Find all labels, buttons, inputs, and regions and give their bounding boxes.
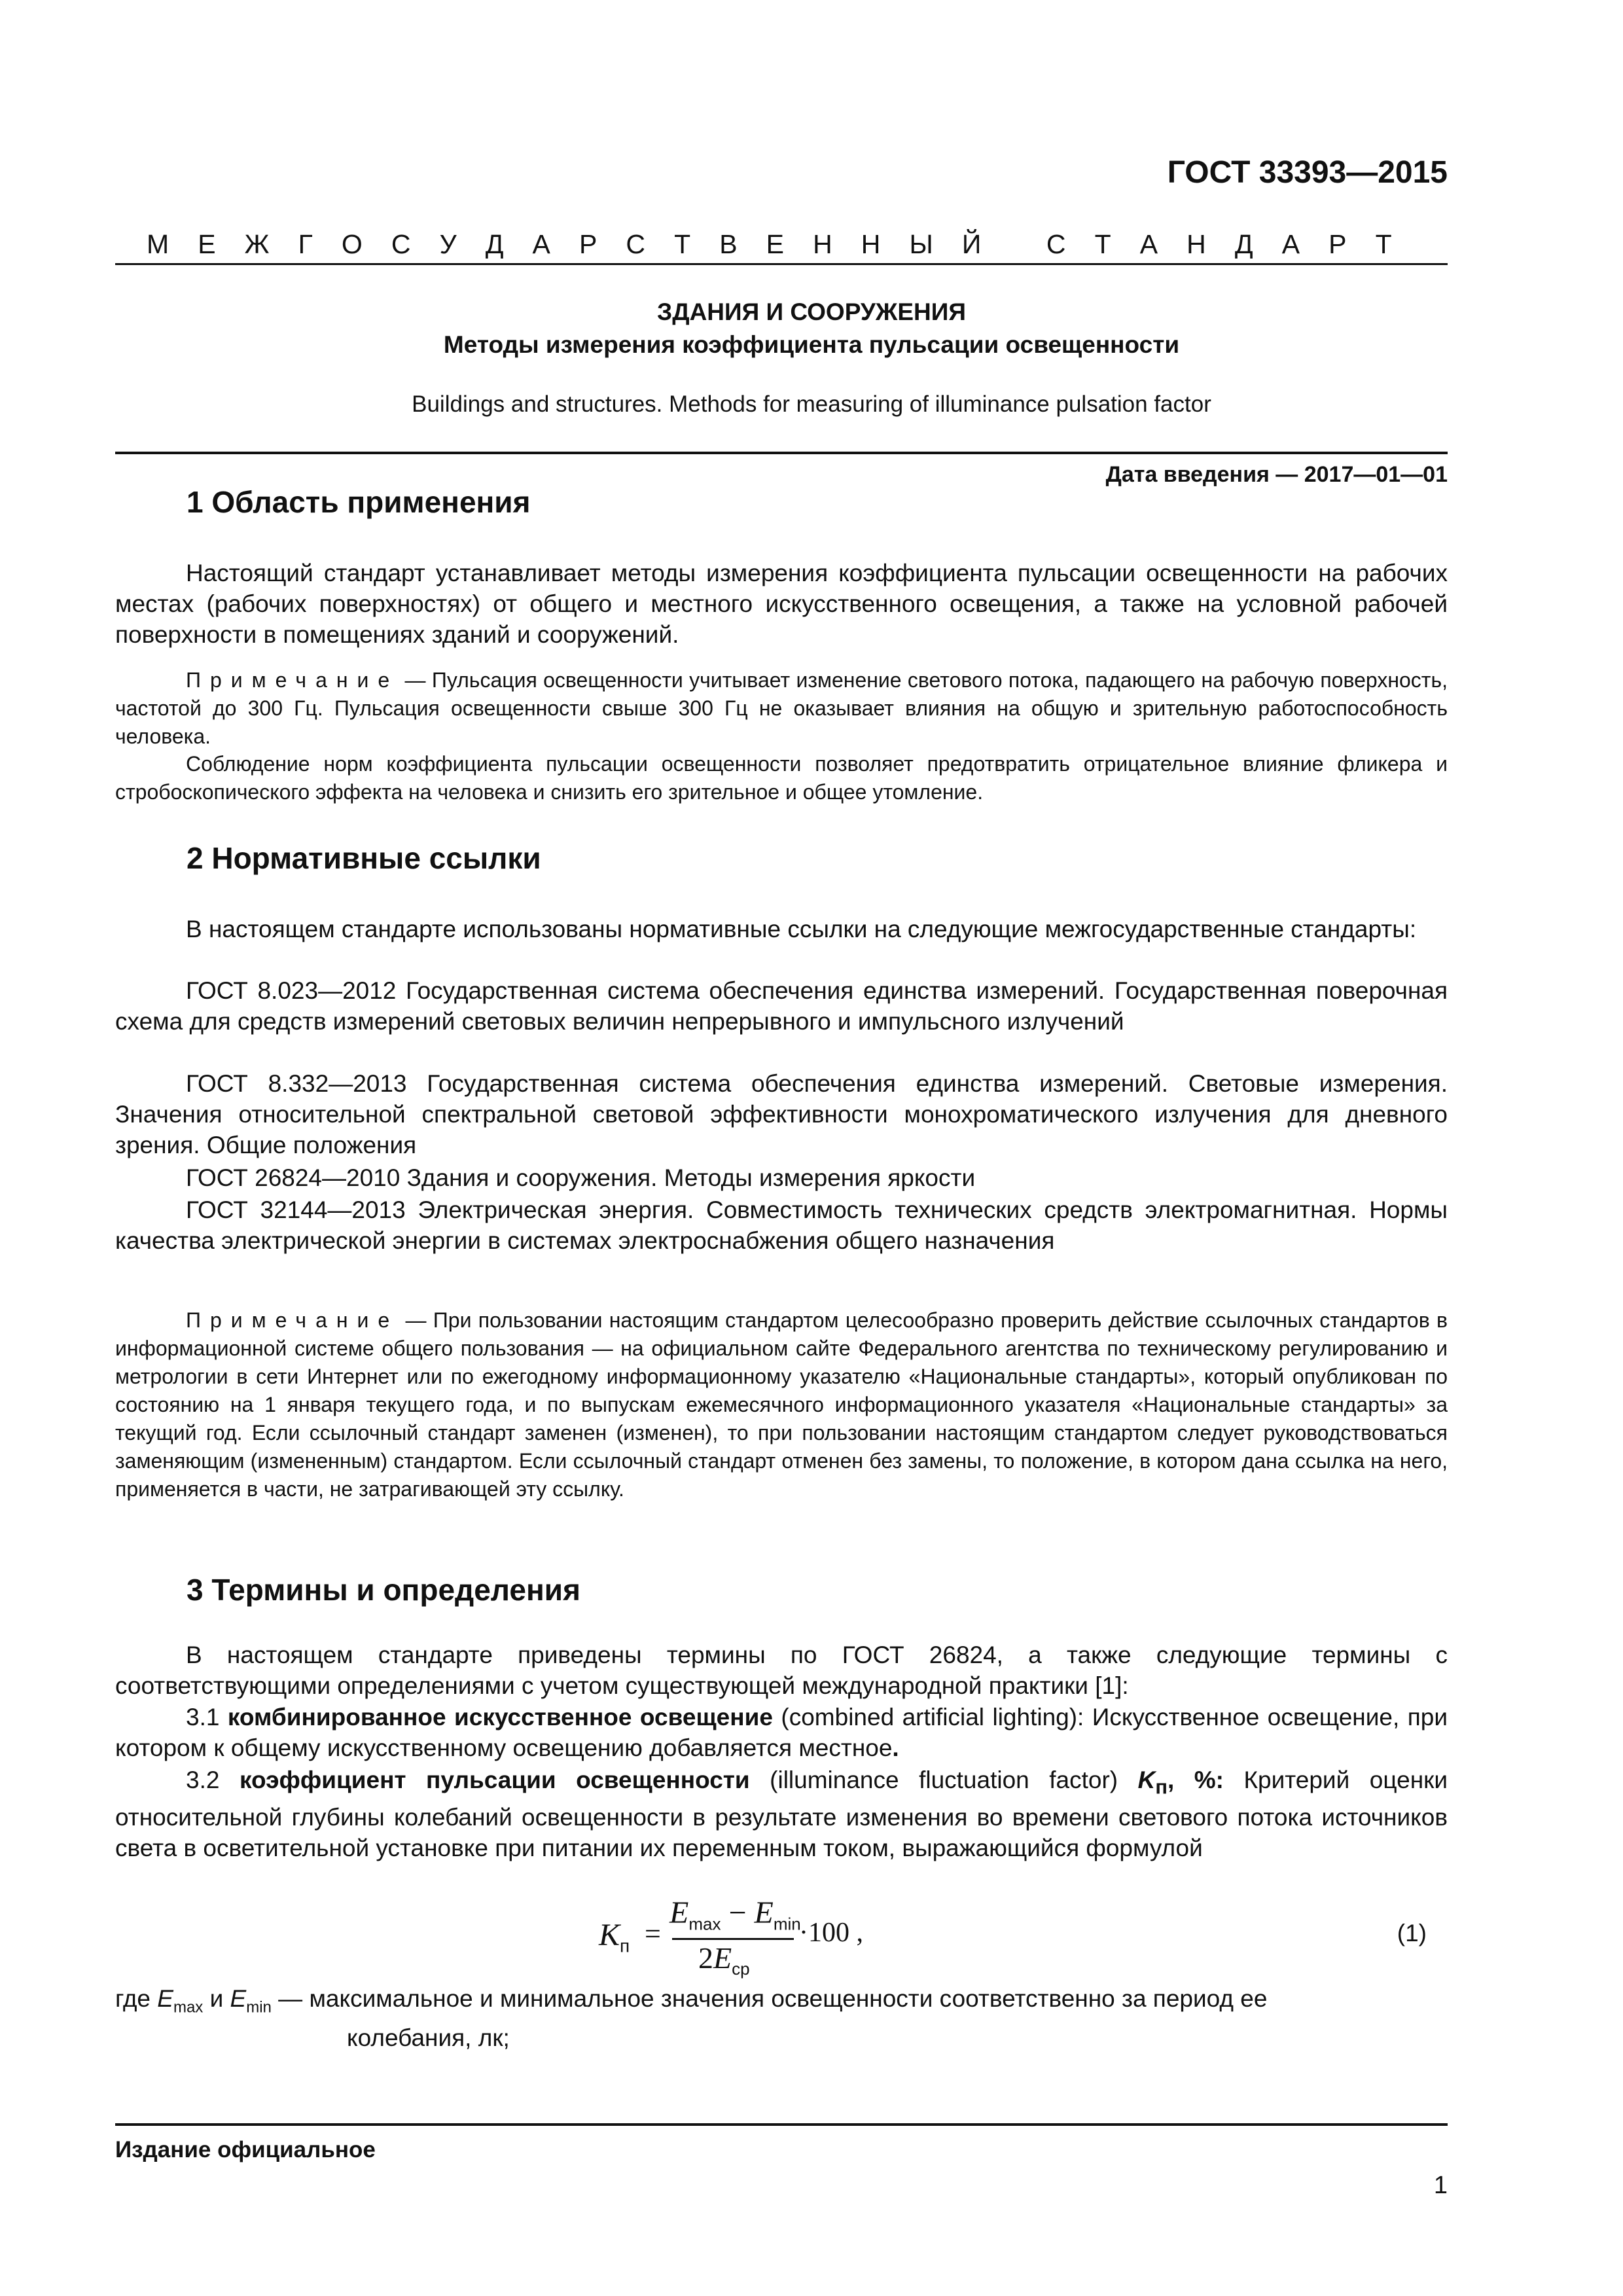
document-title: ЗДАНИЯ И СООРУЖЕНИЯ (657, 298, 966, 325)
heading-letter: Т (674, 229, 691, 259)
section-2-intro: В настоящем стандарте использованы нормативные ссылки на следующие межгосударственные стандарты: (186, 916, 1417, 942)
english-title: Buildings and structures. Methods for measuring of illuminance pulsation factor (412, 391, 1211, 417)
formula-lhs: $K_п$ (599, 1918, 630, 1956)
heading-letter: Ы (909, 229, 933, 259)
section-1-paragraph: Настоящий стандарт устанавливает методы измерения коэффициента пульсации освещенности на рабочих местах (рабочих поверхностях) от общего и местного искусственного освещения, а также на условной рабочей поверхности в помещениях зданий и сооружений. (115, 560, 1448, 648)
formula-equals: = (645, 1918, 661, 1950)
term-number: 3.2 (186, 1767, 240, 1793)
heading-letter: У (439, 229, 457, 259)
term-end: . (892, 1734, 899, 1761)
heading-letter: Т (1375, 229, 1392, 259)
formula-explanation: где $E_{max}$ и $E_{min}$ — максимальное и минимальное значения освещенности соответственно за период ее колебания, лк; (115, 1983, 1448, 2053)
section-3-heading: 3 Термины и определения (187, 1573, 580, 1607)
reference-item: ГОСТ 26824—2010 Здания и сооружения. Методы измерения яркости (186, 1164, 976, 1191)
heading-letter: Н (813, 229, 832, 259)
heading-letter: М (147, 229, 169, 259)
reference-item: ГОСТ 8.332—2013 Государственная система обеспечения единства измерений. Световые измерения. Значения относительной спектральной световой эффективности монохроматического излучения для дневного зрения. Общие положения (115, 1070, 1448, 1158)
heading-letter: С (1046, 229, 1066, 259)
note-label: Примечание (186, 1308, 399, 1332)
heading-letter: Й (961, 229, 982, 259)
heading-letter: А (532, 229, 550, 259)
formula-multiplier: ·100 , (799, 1918, 863, 1948)
heading-letter: С (626, 229, 646, 259)
term-3-2 (115, 1765, 1448, 1863)
heading-letter: Ж (244, 229, 270, 259)
section-3-intro: В настоящем стандарте приведены термины по ГОСТ 26824, а также следующие термины с соответствующими определениями с учетом существующей международной практики [1]: (115, 1641, 1448, 1699)
formula-numerator: $E_{max} - E_{min}$ (669, 1895, 801, 1934)
document-subtitle: Методы измерения коэффициента пульсации освещенности (443, 331, 1180, 358)
heading-letter: Р (1329, 229, 1347, 259)
heading-letter: Е (198, 229, 216, 259)
header-rule (115, 263, 1448, 265)
term-3-1 (115, 1702, 1448, 1763)
explanation-continuation: колебания, лк; (347, 2024, 510, 2052)
heading-letter: А (1139, 229, 1158, 259)
introduction-date: Дата введения — 2017—01—01 (1105, 462, 1448, 487)
term-definition: (combined artificial lighting): Искусственное освещение, при котором к общему искусственному освещению добавляется местное (115, 1704, 1448, 1761)
edition-label: Издание официальное (115, 2137, 376, 2162)
formula-1 (599, 1895, 913, 1986)
term-english: (illuminance fluctuation factor) (749, 1767, 1138, 1793)
term-definition: Критерий оценки относительной глубины колебаний освещенности в результате изменения во времени светового потока источников света в осветительной установке при питании их переменным током, выражающийся формулой (115, 1767, 1448, 1862)
equation-number: (1) (1397, 1920, 1427, 1946)
fraction-line (672, 1938, 794, 1940)
heading-letter: Д (1234, 229, 1253, 259)
note-label: Примечание (186, 668, 399, 692)
heading-letter: А (1281, 229, 1300, 259)
heading-letter: С (391, 229, 411, 259)
heading-letter: Р (579, 229, 597, 259)
term-symbol: $K_п$, %: (1137, 1767, 1224, 1799)
heading-letter: Е (766, 229, 785, 259)
reference-item: ГОСТ 8.023—2012 Государственная система обеспечения единства измерений. Государственная поверочная схема для средств измерений световых величин непрерывного и импульсного излучений (115, 977, 1448, 1035)
heading-letter: Д (485, 229, 504, 259)
section-1-heading: 1 Область применения (187, 485, 531, 519)
page-number: 1 (1433, 2172, 1448, 2199)
note-text: — Пульсация освещенности учитывает изменение светового потока, падающего на рабочую поверхность, частотой до 300 Гц. Пульсация освещенности свыше 300 Гц не оказывает влияния на общую и зрительную работоспособность человека. (115, 668, 1448, 748)
heading-letter: Н (861, 229, 881, 259)
footer-rule (115, 2123, 1448, 2126)
section-1-note (115, 666, 1448, 751)
heading-letter: В (719, 229, 738, 259)
heading-letter: Г (298, 229, 313, 259)
standard-type-heading (147, 229, 1392, 260)
heading-letter: Т (1094, 229, 1111, 259)
heading-letter: Н (1186, 229, 1206, 259)
formula-denominator: $2E_{ср}$ (698, 1941, 750, 1979)
reference-item: ГОСТ 32144—2013 Электрическая энергия. Совместимость технических средств электромагнитная. Нормы качества электрической энергии в системах электроснабжения общего назначения (115, 1196, 1448, 1254)
section-2-note (115, 1306, 1448, 1503)
term-name: коэффициент пульсации освещенности (239, 1767, 750, 1793)
term-name: комбинированное искусственное освещение (227, 1704, 773, 1731)
section-2-heading: 2 Нормативные ссылки (187, 841, 541, 875)
gost-number: ГОСТ 33393—2015 (1167, 155, 1448, 190)
title-rule (115, 452, 1448, 454)
note-text: — При пользовании настоящим стандартом целесообразно проверить действие ссылочных стандартов в информационной системе общего пользования — на официальном сайте Федерального агентства по техническому регулированию и метрологии в сети Интернет или по ежегодному информационному указателю «Национальные стандарты», который опубликован по состоянию на 1 января текущего года, и по выпускам ежемесячного информационного указателя «Национальные стандарты» за текущий год. Если ссылочный стандарт заменен (изменен), то при пользовании настоящим стандартом следует руководствоваться заменяющим (измененным) стандартом. Если ссылочный стандарт отменен без замены, то положение, в котором дана ссылка на него, применяется в части, не затрагивающей эту ссылку. (115, 1308, 1448, 1501)
heading-letter: О (341, 229, 363, 259)
heading-letter (1010, 229, 1017, 260)
section-1-note-cont: Соблюдение норм коэффициента пульсации освещенности позволяет предотвратить отрицательное влияние фликера и стробоскопического эффекта на человека и снизить его зрительное и общее утомление. (115, 752, 1448, 804)
term-number: 3.1 (186, 1704, 228, 1731)
